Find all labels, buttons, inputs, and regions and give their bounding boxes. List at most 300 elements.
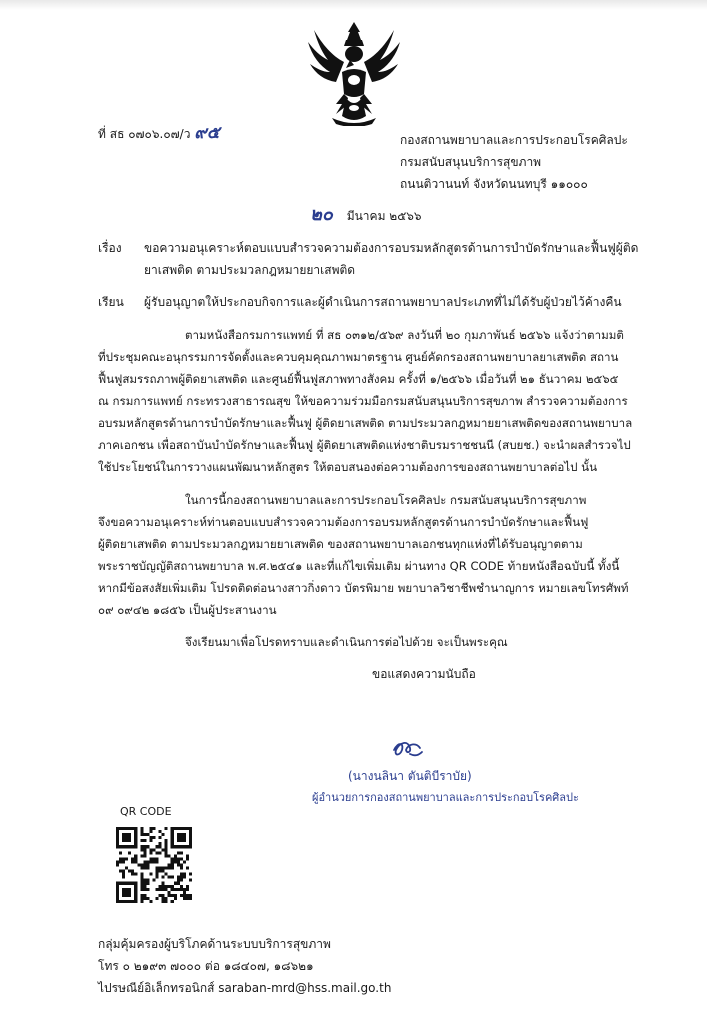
qr-module [156,851,159,854]
qr-module [125,833,128,836]
qr-module [119,860,122,863]
qr-module [168,867,171,870]
qr-module [180,857,183,860]
qr-module [131,870,134,873]
qr-module [156,888,159,891]
qr-module [116,891,119,894]
signatory-name: (นางนลินา ตันติบีราบัย) [348,769,472,783]
qr-module [186,827,189,830]
regards: ขอแสดงความนับถือ [372,667,476,681]
qr-module [125,845,128,848]
qr-module [165,827,168,830]
qr-module [152,836,155,839]
qr-module [119,857,122,860]
qr-module [119,845,122,848]
qr-module [168,894,171,897]
qr-module [122,833,125,836]
qr-module [134,897,137,900]
qr-module [186,897,189,900]
qr-module [134,833,137,836]
qr-module [171,833,174,836]
qr-module [162,882,165,885]
paragraph-2-line: ผู้ติดยาเสพติด ตามประมวลกฎหมายยาเสพติด ของสถานพยาบาลเอกชนทุกแห่งที่ได้รับอนุญาตตาม [98,537,583,551]
qr-module [116,863,119,866]
qr-module [177,860,180,863]
qr-module [128,839,131,842]
qr-module [125,867,128,870]
qr-module [143,882,146,885]
qr-module [134,827,137,830]
qr-module [159,870,162,873]
qr-module [152,848,155,851]
qr-module [119,882,122,885]
qr-module [146,879,149,882]
footer-phone: โทร ๐ ๒๑๙๓ ๗๐๐๐ ต่อ ๑๘๔๐๗, ๑๘๖๒๑ [98,959,314,973]
qr-module [159,830,162,833]
paragraph-2-line: ๐๙ ๐๙๔๒ ๑๘๕๖ เป็นผู้ประสานงาน [98,603,277,617]
qr-module [171,885,174,888]
qr-module [143,867,146,870]
qr-code-label: QR CODE [120,805,172,818]
qr-module [122,836,125,839]
qr-module [146,833,149,836]
qr-module [116,897,119,900]
reference-number: สธ ๐๗๐๖.๐๗/ว [109,127,191,141]
qr-module [137,863,140,866]
qr-module [159,842,162,845]
qr-module [143,851,146,854]
org-address: ถนนติวานนท์ จังหวัดนนทบุรี ๑๑๐๐๐ [400,177,588,191]
qr-module [162,870,165,873]
qr-module [171,894,174,897]
qr-module [122,845,125,848]
qr-module [116,900,119,903]
qr-module [134,857,137,860]
qr-module [125,894,128,897]
qr-module [122,857,125,860]
qr-module [180,888,183,891]
qr-module [128,891,131,894]
qr-module [140,854,143,857]
qr-module [125,836,128,839]
qr-module [165,839,168,842]
qr-module [140,863,143,866]
qr-code-icon[interactable] [116,827,192,903]
qr-module [171,839,174,842]
qr-module [122,894,125,897]
qr-module [159,851,162,854]
qr-module [122,891,125,894]
qr-module [174,894,177,897]
qr-module [146,888,149,891]
qr-module [122,873,125,876]
qr-module [165,854,168,857]
qr-module [125,839,128,842]
qr-module [177,839,180,842]
qr-module [180,863,183,866]
qr-module [134,873,137,876]
qr-module [180,836,183,839]
qr-module [186,854,189,857]
qr-module [177,882,180,885]
qr-module [140,830,143,833]
qr-module [134,885,137,888]
qr-module [177,851,180,854]
qr-module [131,857,134,860]
garuda-emblem-icon [302,18,406,126]
qr-module [140,897,143,900]
qr-module [143,885,146,888]
qr-module [180,879,183,882]
qr-module [131,882,134,885]
qr-module [186,845,189,848]
qr-module [171,863,174,866]
qr-module [128,870,131,873]
qr-module [177,845,180,848]
qr-module [180,894,183,897]
qr-module [128,882,131,885]
qr-module [162,897,165,900]
qr-module [177,876,180,879]
qr-module [174,897,177,900]
qr-module [119,870,122,873]
qr-module [177,827,180,830]
qr-module [149,839,152,842]
qr-module [171,900,174,903]
qr-module [149,830,152,833]
qr-module [143,894,146,897]
qr-module [159,888,162,891]
qr-module [134,882,137,885]
qr-module [162,876,165,879]
paragraph-2-line: หากมีข้อสงสัยเพิ่มเติม โปรดติดต่อนางสาวกิ่งดาว บัตรพิมาย พยาบาลวิชาชีพชำนาญการ หมายเลขโทรศัพท์ [98,581,629,595]
qr-module [165,885,168,888]
qr-module [149,827,152,830]
qr-module [171,827,174,830]
qr-module [134,900,137,903]
qr-module [128,888,131,891]
qr-module [180,873,183,876]
qr-module [156,897,159,900]
qr-module [122,827,125,830]
qr-module [149,851,152,854]
qr-module [134,842,137,845]
qr-module [116,885,119,888]
qr-module [134,888,137,891]
qr-module [149,900,152,903]
qr-module [189,833,192,836]
qr-module [189,827,192,830]
qr-module [165,842,168,845]
paragraph-2-line: พระราชบัญญัติสถานพยาบาล พ.ศ.๒๕๔๑ และที่แก้ไขเพิ่มเติม ผ่านทาง QR CODE ท้ายหนังสือฉบับนี้ ทั้งนี้ [98,559,620,573]
qr-module [189,897,192,900]
qr-module [162,894,165,897]
qr-module [189,873,192,876]
qr-module [134,830,137,833]
qr-module [162,833,165,836]
qr-module [140,827,143,830]
qr-module [146,845,149,848]
qr-module [156,860,159,863]
qr-module [168,876,171,879]
qr-module [180,851,183,854]
qr-module [146,863,149,866]
qr-module [156,867,159,870]
paragraph-1-line: ใช้ประโยชน์ในการวางแผนพัฒนาหลักสูตร ให้ตอบสนองต่อความต้องการของสถานพยาบาลต่อไป นั้น [98,460,598,474]
date-month-year: มีนาคม ๒๕๖๖ [346,209,422,223]
paragraph-1-line: ณ กรมการแพทย์ กระทรวงสาธารณสุข ให้ขอความร่วมมือกรมสนับสนุนบริการสุขภาพ สำรวจความต้องการ [98,394,628,408]
qr-module [174,827,177,830]
qr-module [165,900,168,903]
qr-module [189,830,192,833]
qr-module [131,845,134,848]
qr-module [131,827,134,830]
qr-module [180,876,183,879]
qr-module [162,848,165,851]
qr-module [156,876,159,879]
qr-module [171,876,174,879]
qr-module [134,845,137,848]
qr-module [128,833,131,836]
qr-module [128,900,131,903]
qr-module [180,839,183,842]
qr-module [189,879,192,882]
qr-module [156,857,159,860]
qr-module [168,854,171,857]
qr-module [134,891,137,894]
qr-module [156,873,159,876]
qr-module [168,891,171,894]
signatory-title: ผู้อำนวยการกองสถานพยาบาลและการประกอบโรคศิลปะ [312,791,579,804]
qr-module [186,867,189,870]
paragraph-1-line: ฟื้นฟูสมรรถภาพผู้ติดยาเสพติด และศูนย์ฟื้นฟูสภาพทางสังคม ครั้งที่ ๑/๒๕๖๖ เมื่อวันที่ ๒๑ ธันวาคม ๒๕๖๕ [98,372,619,386]
qr-module [116,888,119,891]
qr-module [159,894,162,897]
qr-module [168,885,171,888]
qr-module [162,900,165,903]
qr-module [143,839,146,842]
qr-module [180,845,183,848]
qr-module [134,854,137,857]
qr-module [143,888,146,891]
letter-date [310,204,422,225]
qr-module [143,854,146,857]
qr-module [174,854,177,857]
qr-module [183,894,186,897]
qr-module [159,885,162,888]
qr-module [156,845,159,848]
qr-module [183,873,186,876]
qr-module [134,860,137,863]
recipient-text: ผู้รับอนุญาตให้ประกอบกิจการและผู้ดำเนินการสถานพยาบาลประเภทที่ไม่ได้รับผู้ป่วยไว้ค้างคืน [144,295,622,309]
scan-shadow [0,0,707,10]
paragraph-2-line: ในการนี้กองสถานพยาบาลและการประกอบโรคศิลปะ กรมสนับสนุนบริการสุขภาพ [185,493,587,507]
qr-module [143,879,146,882]
qr-module [128,827,131,830]
qr-module [140,839,143,842]
qr-module [152,827,155,830]
qr-module [174,845,177,848]
qr-module [171,867,174,870]
qr-module [116,860,119,863]
qr-module [183,860,186,863]
paragraph-1-line: ภาคเอกชน เพื่อสถาบันบำบัดรักษาและฟื้นฟู ผู้ติดยาเสพติดแห่งชาติบรมราชชนนี (สบยช.) จะนำผลสำรวจไป [98,438,631,452]
qr-module [146,897,149,900]
qr-module [174,860,177,863]
subject-label: เรื่อง [98,241,122,255]
qr-module [140,845,143,848]
qr-module [165,867,168,870]
qr-module [177,879,180,882]
qr-module [125,827,128,830]
qr-module [189,894,192,897]
closing-sentence: จึงเรียนมาเพื่อโปรดทราบและดำเนินการต่อไปด้วย จะเป็นพระคุณ [185,635,508,649]
qr-module [116,842,119,845]
qr-module [159,845,162,848]
qr-module [140,894,143,897]
qr-module [125,857,128,860]
subject-line-2: ยาเสพติด ตามประมวลกฎหมายยาเสพติด [144,263,356,277]
qr-module [171,836,174,839]
paragraph-1-line: ที่ประชุมคณะอนุกรรมการจัดตั้งและควบคุมคุณภาพมาตรฐาน ศูนย์คัดกรองสถานพยาบาลยาเสพติด สถาน [98,350,619,364]
qr-module [122,870,125,873]
paragraph-2-line: จึงขอความอนุเคราะห์ท่านตอบแบบสำรวจความต้องการอบรมหลักสูตรด้านการบำบัดรักษาและฟื้นฟู [98,515,589,529]
qr-module [152,879,155,882]
qr-module [165,897,168,900]
qr-module [162,888,165,891]
qr-module [183,833,186,836]
qr-module [128,894,131,897]
qr-module [116,827,119,830]
qr-module [140,848,143,851]
qr-module [171,842,174,845]
qr-module [165,873,168,876]
qr-module [177,836,180,839]
paragraph-1-line: อบรมหลักสูตรด้านการบำบัดรักษาและฟื้นฟู ผู้ติดยาเสพติด ตามประมวลกฎหมายยาเสพติดของสถานพยาบาล [98,416,633,430]
qr-module [177,888,180,891]
qr-module [122,900,125,903]
qr-module [168,863,171,866]
handwritten-signature-icon [390,738,430,760]
qr-module [174,888,177,891]
qr-module [177,863,180,866]
qr-module [128,845,131,848]
qr-module [146,867,149,870]
qr-module [183,845,186,848]
qr-module [174,857,177,860]
qr-module [162,885,165,888]
qr-module [165,848,168,851]
qr-module [149,860,152,863]
qr-module [171,830,174,833]
subject-line-1: ขอความอนุเคราะห์ตอบแบบสำรวจความต้องการอบรมหลักสูตรด้านการบำบัดรักษาและฟื้นฟูผู้ติด [144,241,639,255]
qr-module [116,882,119,885]
qr-module [143,848,146,851]
qr-module [186,894,189,897]
reference-line [98,125,220,142]
qr-module [171,888,174,891]
qr-module [189,836,192,839]
date-handwritten-day: ๒๐ [310,204,333,225]
qr-module [183,836,186,839]
qr-module [189,845,192,848]
qr-module [189,842,192,845]
qr-module [134,894,137,897]
qr-module [171,845,174,848]
qr-module [177,857,180,860]
qr-module [162,867,165,870]
qr-module [146,860,149,863]
qr-module [116,894,119,897]
qr-module [165,888,168,891]
qr-module [116,839,119,842]
qr-module [186,857,189,860]
qr-module [119,827,122,830]
qr-module [140,867,143,870]
qr-module [125,882,128,885]
paragraph-1-line: ตามหนังสือกรมการแพทย์ ที่ สธ ๐๓๑๒/๕๖๙ ลงวันที่ ๒๐ กุมภาพันธ์ ๒๕๖๖ แจ้งว่าตามมติ [185,328,624,342]
qr-module [125,888,128,891]
qr-module [134,836,137,839]
qr-module [180,885,183,888]
qr-module [177,833,180,836]
qr-module [180,833,183,836]
qr-module [131,900,134,903]
qr-module [152,857,155,860]
qr-module [152,860,155,863]
qr-module [140,885,143,888]
qr-module [128,851,131,854]
qr-module [180,827,183,830]
qr-module [183,876,186,879]
org-department: กรมสนับสนุนบริการสุขภาพ [400,155,542,169]
org-name: กองสถานพยาบาลและการประกอบโรคศิลปะ [400,133,628,147]
qr-module [183,839,186,842]
qr-module [180,867,183,870]
qr-module [125,900,128,903]
qr-module [116,830,119,833]
qr-module [165,845,168,848]
footer-email: ไปรษณีย์อิเล็กทรอนิกส์ saraban-mrd@hss.mail.go.th [98,981,392,995]
qr-module [143,863,146,866]
qr-module [131,873,134,876]
qr-module [171,857,174,860]
qr-module [186,885,189,888]
qr-module [134,839,137,842]
qr-module [171,860,174,863]
qr-module [140,833,143,836]
qr-module [159,836,162,839]
qr-module [156,870,159,873]
qr-module [183,888,186,891]
qr-module [174,882,177,885]
qr-module [149,873,152,876]
qr-module [140,879,143,882]
qr-module [143,897,146,900]
recipient-label: เรียน [98,295,124,309]
qr-module [125,891,128,894]
qr-module [122,839,125,842]
qr-module [122,888,125,891]
qr-module [140,876,143,879]
qr-module [149,848,152,851]
qr-module [122,876,125,879]
qr-module [146,882,149,885]
qr-module [140,873,143,876]
qr-module [116,845,119,848]
qr-module [131,860,134,863]
reference-label: ที่ [98,127,106,141]
